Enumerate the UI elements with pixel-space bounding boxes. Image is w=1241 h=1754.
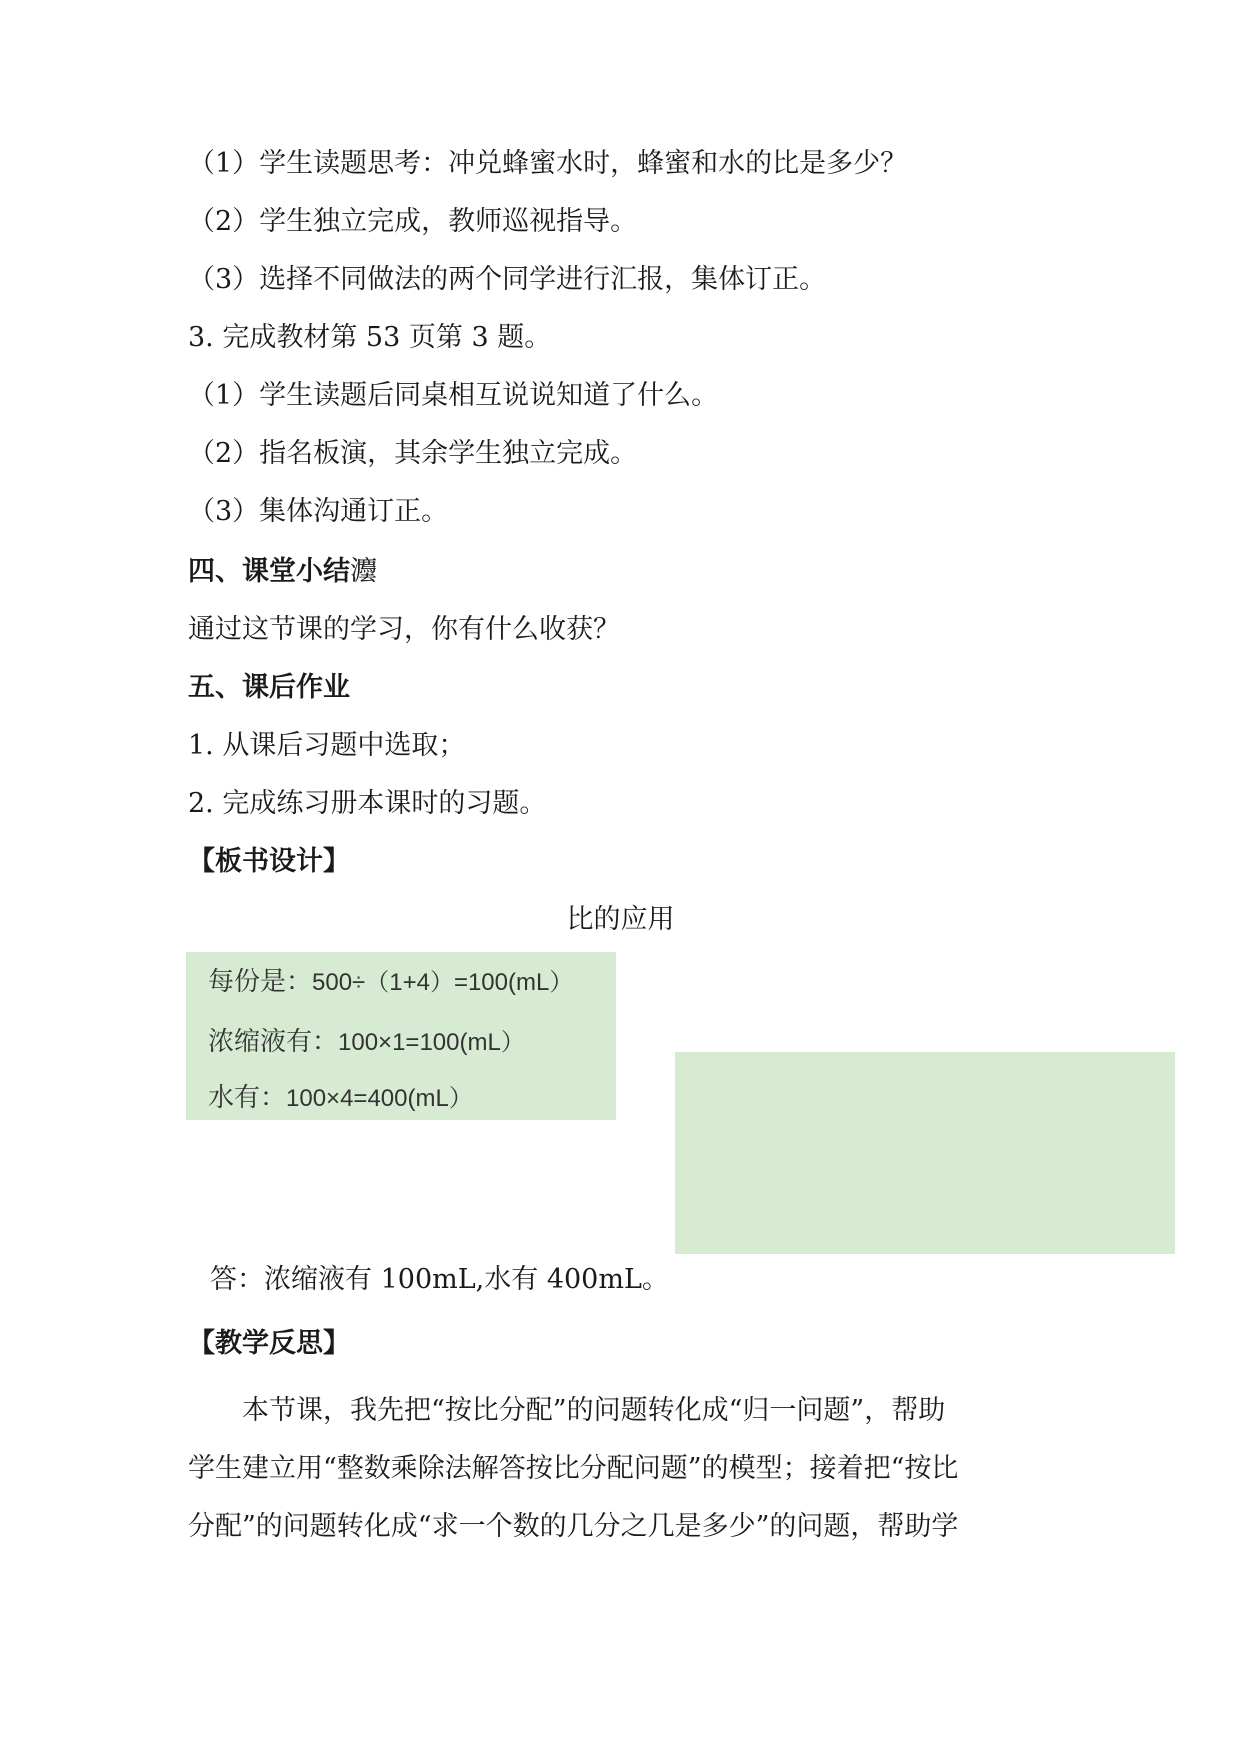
section-heading: 五、课后作业 <box>188 672 350 703</box>
answer-text: 答：浓缩液有 100mL,水有 400mL。 <box>210 1264 669 1295</box>
task-heading: 3. 完成教材第 53 页第 3 题。 <box>188 322 552 353</box>
paragraph-line: 学生建立用“整数乘除法解答按比分配问题”的模型；接着把“按比 <box>188 1453 959 1484</box>
paragraph-line: 本节课，我先把“按比分配”的问题转化成“归一问题”，帮助 <box>242 1395 946 1426</box>
reflection-paragraph <box>188 1382 1058 1556</box>
section-heading-suffix: 灋 <box>350 556 377 587</box>
list-item: 1. 从课后习题中选取； <box>188 730 466 761</box>
solution-row: 浓缩液有：100×1=100(mL） <box>208 1027 525 1057</box>
board-design-heading: 【板书设计】 <box>188 846 350 877</box>
step-item: （1）学生读题思考：冲兑蜂蜜水时，蜂蜜和水的比是多少？ <box>188 148 908 179</box>
section-heading-text: 四、课堂小结 <box>188 556 350 587</box>
section-heading <box>188 552 377 592</box>
list-item: 2. 完成练习册本课时的习题。 <box>188 788 547 819</box>
step-item: （3）选择不同做法的两个同学进行汇报，集体订正。 <box>188 264 827 295</box>
paragraph: 通过这节课的学习，你有什么收获？ <box>188 614 620 645</box>
board-title: 比的应用 <box>566 904 675 935</box>
paragraph-line: 分配”的问题转化成“求一个数的几分之几是多少”的问题，帮助学 <box>188 1511 959 1542</box>
step-item: （3）集体沟通订正。 <box>188 496 449 527</box>
step-item: （1）学生读题后同桌相互说说知道了什么。 <box>188 380 719 411</box>
step-item: （2）学生独立完成，教师巡视指导。 <box>188 206 638 237</box>
step-item: （2）指名板演，其余学生独立完成。 <box>188 438 638 469</box>
right-solution-box <box>675 1052 1175 1254</box>
solution-row: 每份是：500÷（1+4）=100(mL） <box>208 967 574 997</box>
reflection-heading: 【教学反思】 <box>188 1328 350 1359</box>
solution-row: 水有：100×4=400(mL） <box>208 1083 473 1113</box>
left-solution-box <box>186 952 616 1120</box>
